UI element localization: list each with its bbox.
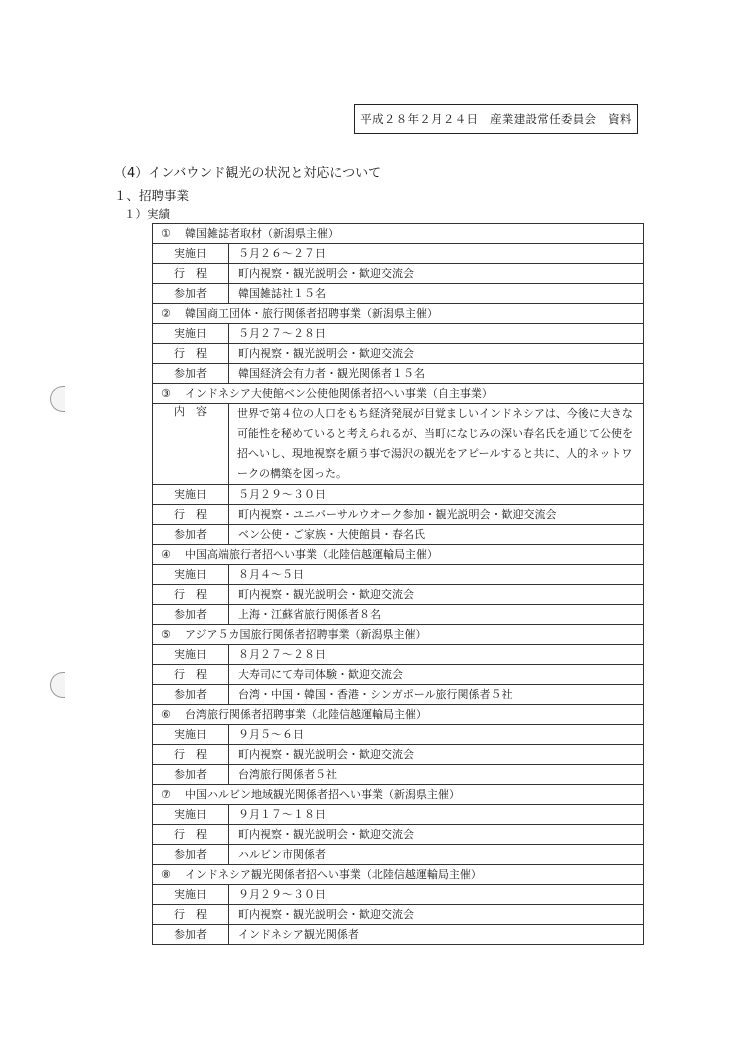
event-title-row xyxy=(153,625,644,645)
event-date-row xyxy=(153,485,644,505)
event-schedule-label: 行 程 xyxy=(153,905,229,925)
event-date-label: 実施日 xyxy=(153,324,229,344)
event-participants: ベン公使・ご家族・大使館員・春名氏 xyxy=(229,525,644,545)
event-title-cell xyxy=(153,384,644,404)
event-schedule: 町内視察・観光説明会・歓迎交流会 xyxy=(229,585,644,605)
event-title-cell xyxy=(153,304,644,324)
event-date: ５月２６〜２７日 xyxy=(229,244,644,264)
event-schedule-label: 行 程 xyxy=(153,665,229,685)
events-table-body xyxy=(153,224,644,945)
event-title-row xyxy=(153,304,644,324)
event-schedule-row xyxy=(153,665,644,685)
event-participants: 台湾旅行関係者５社 xyxy=(229,765,644,785)
event-title: インドネシア観光関係者招へい事業（北陸信越運輸局主催） xyxy=(185,867,482,881)
event-participants-label: 参加者 xyxy=(153,284,229,304)
event-date-row xyxy=(153,885,644,905)
event-schedule-label: 行 程 xyxy=(153,264,229,284)
event-participants-label: 参加者 xyxy=(153,685,229,705)
meeting-info-box xyxy=(354,104,638,134)
event-participants-label: 参加者 xyxy=(153,765,229,785)
event-content-label: 内 容 xyxy=(153,404,229,485)
event-schedule: 町内視察・観光説明会・歓迎交流会 xyxy=(229,905,644,925)
event-schedule-label: 行 程 xyxy=(153,745,229,765)
event-participants-row xyxy=(153,605,644,625)
event-participants: 上海・江蘇省旅行関係者８名 xyxy=(229,605,644,625)
event-number: ④ xyxy=(161,547,171,561)
event-date: ８月２７〜２８日 xyxy=(229,645,644,665)
event-participants-label: 参加者 xyxy=(153,605,229,625)
event-number: ⑥ xyxy=(161,707,171,721)
event-date-label: 実施日 xyxy=(153,725,229,745)
event-date-label: 実施日 xyxy=(153,244,229,264)
event-content-row xyxy=(153,404,644,485)
punch-hole-bottom xyxy=(50,672,65,698)
punch-hole-top xyxy=(50,386,65,412)
event-date-label: 実施日 xyxy=(153,805,229,825)
event-title-cell xyxy=(153,865,644,885)
event-title-row xyxy=(153,545,644,565)
event-title: インドネシア大使館ベン公使他関係者招へい事業（自主事業） xyxy=(185,386,493,400)
event-date-label: 実施日 xyxy=(153,485,229,505)
event-schedule-label: 行 程 xyxy=(153,585,229,605)
event-number: ① xyxy=(161,226,171,240)
event-title-row xyxy=(153,785,644,805)
event-schedule: 町内視察・観光説明会・歓迎交流会 xyxy=(229,264,644,284)
event-participants-row xyxy=(153,765,644,785)
heading-results: １）実績 xyxy=(124,207,170,221)
section-title: （4）インバウンド観光の状況と対応について xyxy=(114,166,382,181)
event-date: ９月５〜６日 xyxy=(229,725,644,745)
event-date-row xyxy=(153,805,644,825)
event-date: ５月２９〜３０日 xyxy=(229,485,644,505)
event-schedule: 町内視察・観光説明会・歓迎交流会 xyxy=(229,745,644,765)
event-participants-row xyxy=(153,284,644,304)
event-content: 世界で第４位の人口をもち経済発展が目覚ましいインドネシアは、今後に大きな可能性を秘めていると考えられるが、当町になじみの深い春名氏を通じて公使を招へいし、現地視察を願う事で湯沢の観光をアピールすると共に、人的ネットワークの構築を図った。 xyxy=(229,404,644,485)
event-number: ③ xyxy=(161,386,171,400)
event-schedule: 町内視察・観光説明会・歓迎交流会 xyxy=(229,344,644,364)
event-title-cell xyxy=(153,625,644,645)
heading-invitation-projects: １、招聘事業 xyxy=(114,188,190,203)
event-schedule-row xyxy=(153,264,644,284)
event-title-cell xyxy=(153,785,644,805)
event-participants-label: 参加者 xyxy=(153,925,229,945)
event-date-row xyxy=(153,645,644,665)
event-schedule-label: 行 程 xyxy=(153,344,229,364)
event-title: 韓国商工団体・旅行関係者招聘事業（新潟県主催） xyxy=(185,306,438,320)
event-schedule-row xyxy=(153,745,644,765)
event-participants: 台湾・中国・韓国・香港・シンガポール旅行関係者５社 xyxy=(229,685,644,705)
event-schedule-row xyxy=(153,905,644,925)
event-title: 韓国雑誌者取材（新潟県主催） xyxy=(185,226,339,240)
event-number: ⑧ xyxy=(161,867,171,881)
event-participants: 韓国経済会有力者・観光関係者１５名 xyxy=(229,364,644,384)
event-title: アジア５カ国旅行関係者招聘事業（新潟県主催） xyxy=(185,627,427,641)
event-participants-row xyxy=(153,525,644,545)
event-date: ９月１７〜１８日 xyxy=(229,805,644,825)
event-participants: ハルビン市関係者 xyxy=(229,845,644,865)
events-table xyxy=(152,223,644,945)
event-schedule: 大寿司にて寿司体験・歓迎交流会 xyxy=(229,665,644,685)
event-schedule-row xyxy=(153,505,644,525)
event-title: 中国ハルビン地域観光関係者招へい事業（新潟県主催） xyxy=(185,787,460,801)
event-participants: インドネシア観光関係者 xyxy=(229,925,644,945)
event-participants-row xyxy=(153,685,644,705)
event-title-row xyxy=(153,705,644,725)
event-date-row xyxy=(153,244,644,264)
event-participants-row xyxy=(153,845,644,865)
event-schedule: 町内視察・ユニバーサルウオーク参加・観光説明会・歓迎交流会 xyxy=(229,505,644,525)
event-title: 台湾旅行関係者招聘事業（北陸信越運輸局主催） xyxy=(185,707,427,721)
event-date-label: 実施日 xyxy=(153,645,229,665)
event-date-row xyxy=(153,565,644,585)
event-date: ５月２７〜２８日 xyxy=(229,324,644,344)
event-participants-row xyxy=(153,925,644,945)
event-number: ② xyxy=(161,306,171,320)
event-schedule-row xyxy=(153,825,644,845)
event-schedule-row xyxy=(153,344,644,364)
event-title-cell xyxy=(153,545,644,565)
event-participants-label: 参加者 xyxy=(153,525,229,545)
event-title-row xyxy=(153,224,644,244)
event-title-row xyxy=(153,865,644,885)
event-number: ⑤ xyxy=(161,627,171,641)
event-schedule-label: 行 程 xyxy=(153,825,229,845)
event-title: 中国高端旅行者招へい事業（北陸信越運輸局主催） xyxy=(185,547,438,561)
event-date-label: 実施日 xyxy=(153,565,229,585)
event-participants-label: 参加者 xyxy=(153,845,229,865)
event-schedule: 町内視察・観光説明会・歓迎交流会 xyxy=(229,825,644,845)
event-participants-row xyxy=(153,364,644,384)
event-title-cell xyxy=(153,705,644,725)
event-title-row xyxy=(153,384,644,404)
event-title-cell xyxy=(153,224,644,244)
event-schedule-label: 行 程 xyxy=(153,505,229,525)
event-date-label: 実施日 xyxy=(153,885,229,905)
event-participants-label: 参加者 xyxy=(153,364,229,384)
event-date-row xyxy=(153,725,644,745)
event-schedule-row xyxy=(153,585,644,605)
meeting-info: 平成２８年２月２４日 産業建設常任委員会 資料 xyxy=(360,112,632,126)
event-date: ９月２９〜３０日 xyxy=(229,885,644,905)
event-date: ８月４〜５日 xyxy=(229,565,644,585)
event-date-row xyxy=(153,324,644,344)
event-number: ⑦ xyxy=(161,787,171,801)
event-participants: 韓国雑誌社１５名 xyxy=(229,284,644,304)
